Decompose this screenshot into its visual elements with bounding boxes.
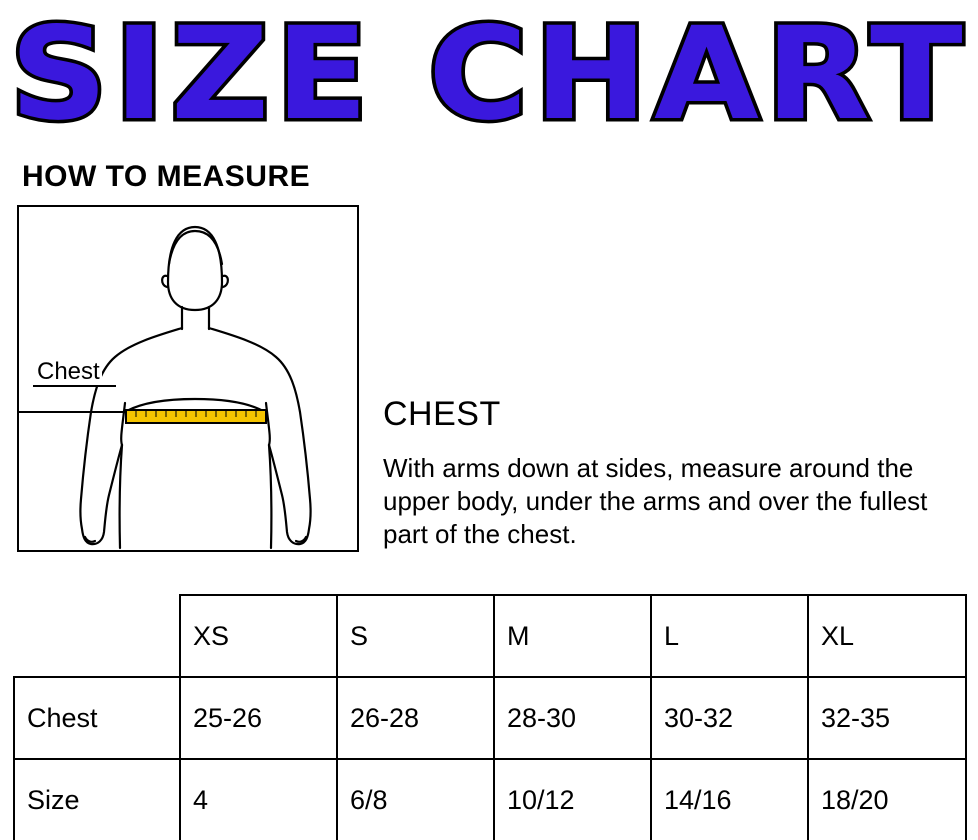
page-title <box>0 0 978 150</box>
size-table <box>13 594 967 840</box>
description-body: With arms down at sides, measure around the upper body, under the arms and over the fullest part of the chest. <box>383 453 928 549</box>
table-cell: 25-26 <box>180 677 337 759</box>
table-row <box>14 677 966 759</box>
table-column-header: L <box>651 595 808 677</box>
table-cell: 10/12 <box>494 759 651 840</box>
table-cell: 4 <box>180 759 337 840</box>
table-cell: 26-28 <box>337 677 494 759</box>
how-to-measure-heading: HOW TO MEASURE <box>22 160 311 193</box>
table-cell: 14/16 <box>651 759 808 840</box>
table-cell: 18/20 <box>808 759 966 840</box>
table-cell: 32-35 <box>808 677 966 759</box>
table-column-header: S <box>337 595 494 677</box>
chest-figure-label-underline <box>33 385 116 387</box>
table-corner-cell <box>14 595 180 677</box>
table-row-label: Chest <box>14 677 180 759</box>
table-cell: 28-30 <box>494 677 651 759</box>
tape-measure-band <box>126 410 266 423</box>
table-row-label: Size <box>14 759 180 840</box>
description-heading: CHEST <box>383 395 501 433</box>
table-column-header: XL <box>808 595 966 677</box>
table-row <box>14 759 966 840</box>
table-column-header: M <box>494 595 651 677</box>
table-column-header: XS <box>180 595 337 677</box>
table-cell: 30-32 <box>651 677 808 759</box>
table-cell: 6/8 <box>337 759 494 840</box>
page-title-text: SIZE CHART <box>9 0 969 149</box>
table-header-row <box>14 595 966 677</box>
chest-figure-label: Chest <box>37 358 100 385</box>
